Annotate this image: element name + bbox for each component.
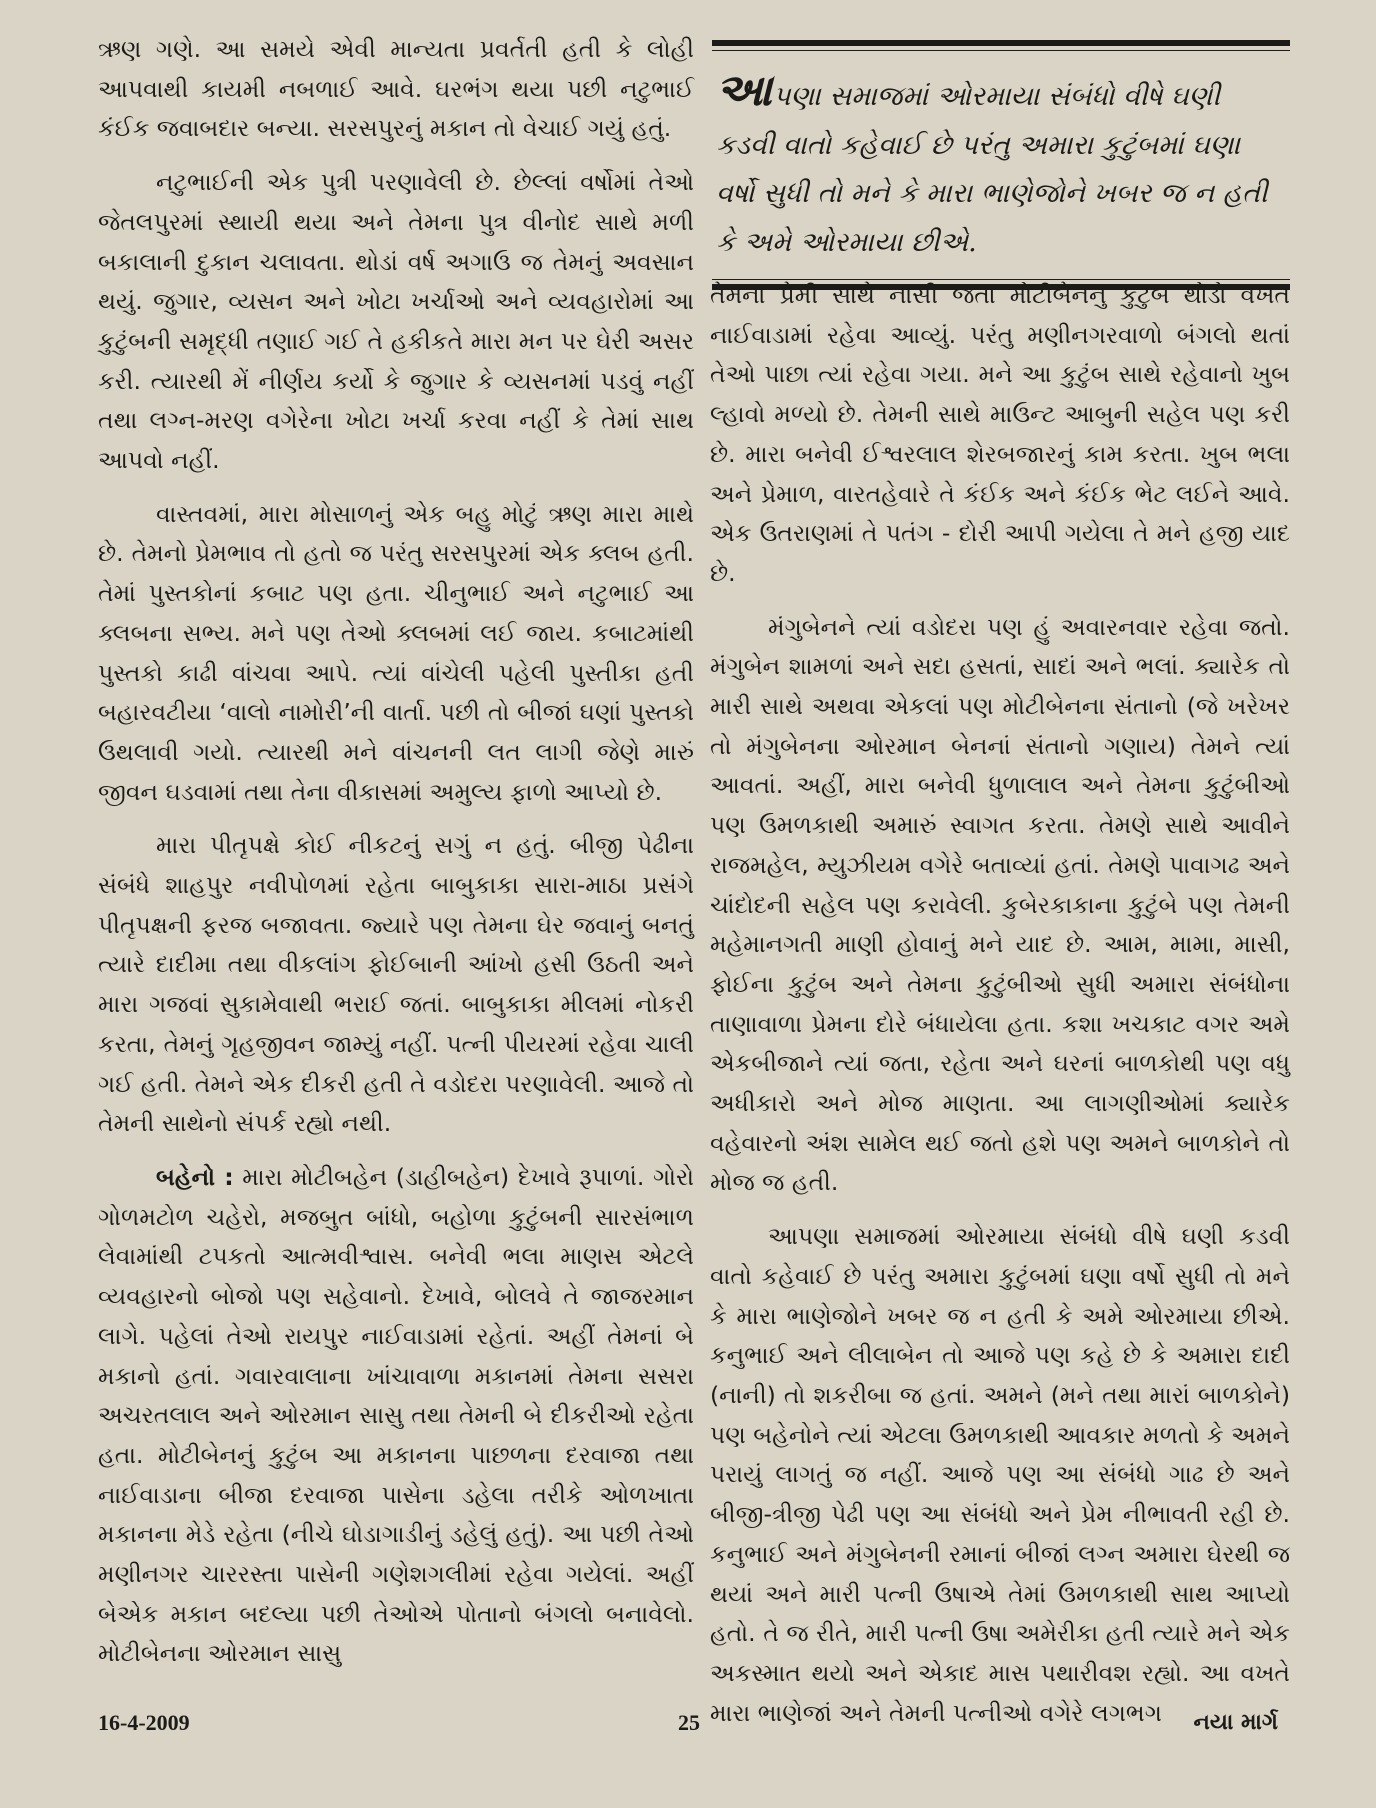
section-lead: બહેનો : bbox=[156, 1162, 234, 1191]
paragraph: નટુભાઈની એક પુત્રી પરણાવેલી છે. છેલ્લાં વર્ષોમાં તેઓ જેતલપુરમાં સ્થાયી થયા અને તેમના પુત્ર વીનોદ સાથે મળી બકાલાની દુકાન ચલાવતા. થોડાં વર્ષ અગાઉ જ તેમનું અવસાન થયું. જુગાર, વ્યસન અને ખોટા ખર્ચાઓ અને વ્યવહારોમાં આ કુટુંબની સમૃદ્ધી તણાઈ ગઈ તે હકીકતે મારા મન પર ઘેરી અસર કરી. ત્યારથી મેં નીર્ણય કર્યો કે જુગાર કે વ્યસનમાં પડવું નહીં તથા લગ્ન-મરણ વગેરેના ખોટા ખર્ચા કરવા નહીં કે તેમાં સાથ આપવો નહીં. bbox=[98, 168, 694, 475]
right-column bbox=[710, 276, 1290, 1747]
pull-quote bbox=[712, 40, 1290, 290]
paragraph: વાસ્તવમાં, મારા મોસાળનું એક બહુ મોટું ઋણ મારા માથે છે. તેમનો પ્રેમભાવ તો હતો જ પરંતુ સરસપુરમાં એક ક્લબ હતી. તેમાં પુસ્તકોનાં કબાટ પણ હતા. ચીનુભાઈ અને નટુભાઈ આ ક્લબના સભ્ય. મને પણ તેઓ ક્લબમાં લઈ જાય. કબાટમાંથી પુસ્તકો કાઢી વાંચવા આપે. ત્યાં વાંચેલી પહેલી પુસ્તીકા હતી બહારવટીયા ‘વાલો નામોરી’ની વાર્તા. પછી તો બીજાં ઘણાં પુસ્તકો ઉથલાવી ગયો. ત્યારથી મને વાંચનની લત લાગી જેણે મારું જીવન ઘડવામાં તથા તેના વીકાસમાં અમુલ્ય ફાળો આપ્યો છે. bbox=[98, 499, 694, 806]
pull-quote-text: પણા સમાજમાં ઓરમાયા સંબંધો વીષે ઘણી કડવી વાતો કહેવાઈ છે પરંતુ અમારા કુટુંબમાં ઘણા વર્ષો સુધી તો મને કે મારા ભાણેજોને ખબર જ ન હતી કે અમે ઓરમાયા છીએ. bbox=[716, 81, 1268, 258]
paragraph: તેમના પ્રેમી સાથે નાસી જતાં મોટીબેનનું કુટુંબ થોડો વખત નાઈવાડામાં રહેવા આવ્યું. પરંતુ મણીનગરવાળો બંગલો થતાં તેઓ પાછા ત્યાં રહેવા ગયા. મને આ કુટુંબ સાથે રહેવાનો ખુબ લ્હાવો મળ્યો છે. તેમની સાથે માઉન્ટ આબુની સહેલ પણ કરી છે. મારા બનેવી ઈશ્વરલાલ શેરબજારનું કામ કરતા. ખુબ ભલા અને પ્રેમાળ, વારતહેવારે તે કંઈક અને કંઈક ભેટ લઈને આવે. એક ઉતરાણમાં તે પતંગ - દોરી આપી ગયેલા તે મને હજી યાદ છે. bbox=[710, 281, 1290, 587]
footer-date: 16-4-2009 bbox=[98, 1710, 190, 1735]
paragraph: ઋણ ગણે. આ સમયે એવી માન્યતા પ્રવર્તતી હતી કે લોહી આપવાથી કાયમી નબળાઈ આવે. ઘરભંગ થયા પછી નટુભાઈ કંઈક જવાબદાર બન્યા. સરસપુરનું મકાન તો વેચાઈ ગયું હતું. bbox=[98, 35, 694, 143]
magazine-name: નયા માર્ગ bbox=[1193, 1710, 1278, 1735]
paragraph-text: મારા મોટીબહેન (ડાહીબહેન) દેખાવે રૂપાળાં. ગોરો ગોળમટોળ ચહેરો, મજબુત બાંધો, બહોળા કુટુંબની સારસંભાળ લેવામાંથી ટપકતો આત્મવીશ્વાસ. બનેવી ભલા માણસ એટલે વ્યવહારનો બોજો પણ સહેવાનો. દેખાવે, બોલવે તે જાજરમાન લાગે. પહેલાં તેઓ રાયપુર નાઈવાડામાં રહેતાં. અહીં તેમનાં બે મકાનો હતાં. ગવારવાલાના ખાંચાવાળા મકાનમાં તેમના સસરા અચરતલાલ અને ઓરમાન સાસુ તથા તેમની બે દીકરીઓ રહેતા હતા. મોટીબેનનું કુટુંબ આ મકાનના પાછળના દરવાજા તથા નાઈવાડાના બીજા દરવાજા પાસેના ડહેલા તરીકે ઓળખાતા મકાનના મેડે રહેતા (નીચે ઘોડાગાડીનું ડહેલું હતું). આ પછી તેઓ મણીનગર ચારરસ્તા પાસેની ગણેશગલીમાં રહેવા ગયેલાં. અહીં બેએક મકાન બદલ્યા પછી તેઓએ પોતાનો બંગલો બનાવેલો. મોટીબેનના ઓરમાન સાસુ bbox=[98, 1162, 695, 1668]
page-number: 25 bbox=[678, 1710, 700, 1735]
pull-quote-dropcap: આ bbox=[716, 65, 773, 116]
paragraph: મારા પીતૃપક્ષે કોઈ નીકટનું સગું ન હતું. બીજી પેઢીના સંબંધે શાહપુર નવીપોળમાં રહેતા બાબુકાકા સારા-માઠા પ્રસંગે પીતૃપક્ષની ફરજ બજાવતા. જ્યારે પણ તેમના ઘેર જવાનું બનતું ત્યારે દાદીમા તથા વીકલાંગ ફોઈબાની આંખો હસી ઉઠતી અને મારા ગજવાં સુકામેવાથી ભરાઈ જતાં. બાબુકાકા મીલમાં નોકરી કરતા, તેમનું ગૃહજીવન જામ્યું નહીં. પત્ની પીયરમાં રહેવા ચાલી ગઈ હતી. તેમને એક દીકરી હતી તે વડોદરા પરણાવેલી. આજે તો તેમની સાથેનો સંપર્ક રહ્યો નથી. bbox=[98, 831, 694, 1138]
paragraph: મંગુબેનને ત્યાં વડોદરા પણ હું અવારનવાર રહેવા જતો. મંગુબેન શામળાં અને સદા હસતાં, સાદાં અને ભલાં. ક્યારેક તો મારી સાથે અથવા એકલાં પણ મોટીબેનના સંતાનો (જે ખરેખર તો મંગુબેનના ઓરમાન બેનનાં સંતાનો ગણાય) તેમને ત્યાં આવતાં. અહીં, મારા બનેવી ધુળાલાલ અને તેમના કુટુંબીઓ પણ ઉમળકાથી અમારું સ્વાગત કરતા. તેમણે સાથે આવીને રાજમહેલ, મ્યુઝીયમ વગેરે બતાવ્યાં હતાં. તેમણે પાવાગઢ અને ચાંદોદની સહેલ પણ કરાવેલી. કુબેરકાકાના કુટુંબે પણ તેમની મહેમાનગતી માણી હોવાનું મને યાદ છે. આમ, મામા, માસી, ફોઈના કુટુંબ અને તેમના કુટુંબીઓ સુધી અમારા સંબંધોના તાણાવાળા પ્રેમના દોરે બંધાયેલા હતા. કશા ખચકાટ વગર અમે એકબીજાને ત્યાં જતા, રહેતા અને ઘરનાં બાળકોથી પણ વધુ અધીકારો અને મોજ માણતા. આ લાગણીઓમાં ક્યારેક વહેવારનો અંશ સામેલ થઈ જતો હશે પણ અમને બાળકોને તો મોજ જ હતી. bbox=[710, 612, 1290, 1197]
left-column bbox=[98, 30, 694, 1688]
page-footer bbox=[98, 1710, 1278, 1750]
paragraph bbox=[98, 1158, 694, 1674]
paragraph: આપણા સમાજમાં ઓરમાયા સંબંધો વીષે ઘણી કડવી વાતો કહેવાઈ છે પરંતુ અમારા કુટુંબમાં ઘણા વર્ષો સુધી તો મને કે મારા ભાણેજોને ખબર જ ન હતી કે અમે ઓરમાયા છીએ. કનુભાઈ અને લીલાબેન તો આજે પણ કહે છે કે અમારા દાદી (નાની) તો શકરીબા જ હતાં. અમને (મને તથા મારાં બાળકોને) પણ બહેનોને ત્યાં એટલા ઉમળકાથી આવકાર મળતો કે અમને પરાયું લાગતું જ નહીં. આજે પણ આ સંબંધો ગાઢ છે અને બીજી-ત્રીજી પેઢી પણ આ સંબંધો અને પ્રેમ નીભાવતી રહી છે. કનુભાઈ અને મંગુબેનની રમાનાં બીજાં લગ્ન અમારા ઘેરથી જ થયાં અને મારી પત્ની ઉષાએ તેમાં ઉમળકાથી સાથ આપ્યો હતો. તે જ રીતે, મારી પત્ની ઉષા અમેરીકા હતી ત્યારે મને એક અકસ્માત થયો અને એકાદ માસ પથારીવશ રહ્યો. આ વખતે મારા ભાણેજાં અને તેમની પત્નીઓ વગેરે લગભગ bbox=[710, 1222, 1290, 1727]
